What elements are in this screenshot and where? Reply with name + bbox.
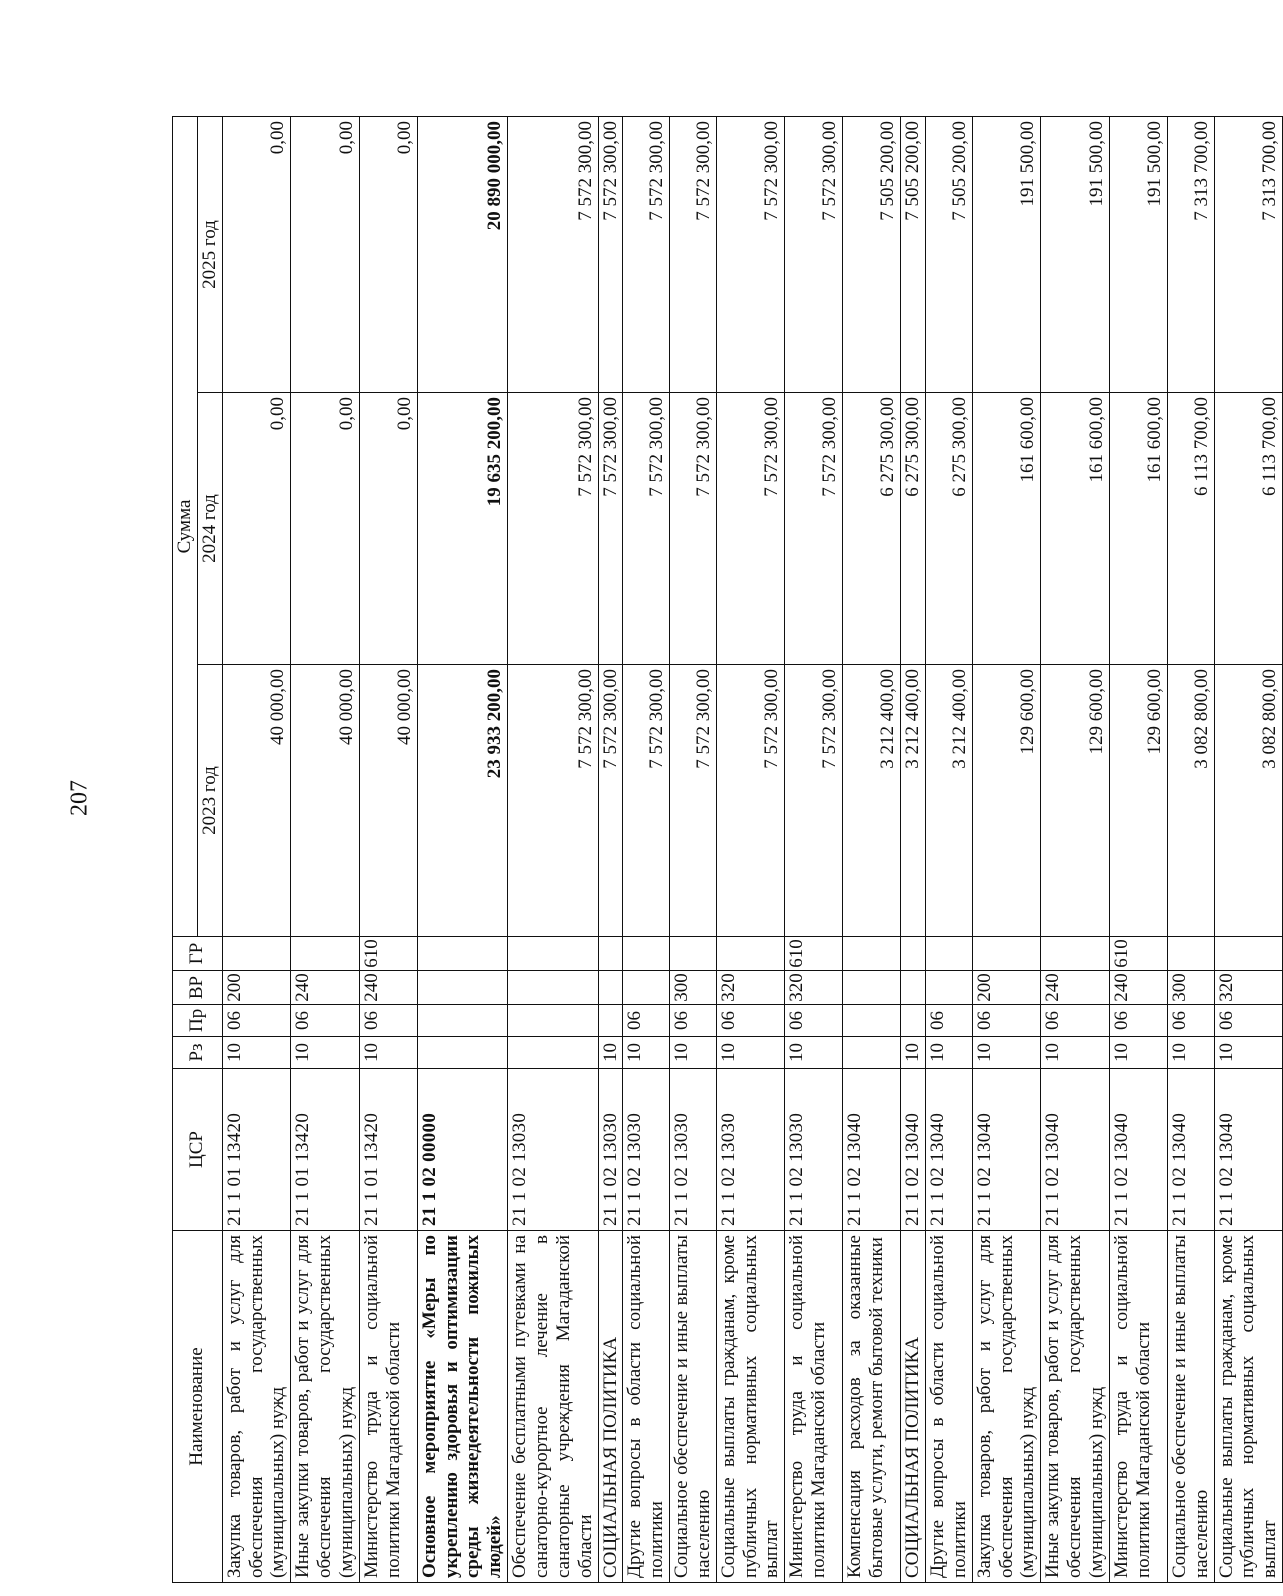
- cell-amount-2023: 7 572 300,00: [623, 665, 670, 937]
- cell-amount-2025: 7 572 300,00: [716, 117, 785, 393]
- cell-gr: [222, 937, 291, 971]
- table-row: [901, 117, 926, 1583]
- header-2025: 2025 год: [197, 117, 222, 393]
- cell-rz: 10: [1167, 1037, 1214, 1069]
- cell-csr: 21 1 02 13040: [1109, 1069, 1167, 1231]
- cell-gr: [716, 937, 785, 971]
- cell-csr: 21 1 02 00000: [417, 1069, 507, 1231]
- cell-name: Министерство труда и социальной политики Магаданской области: [785, 1231, 843, 1583]
- cell-amount-2025: 191 500,00: [972, 117, 1041, 393]
- cell-amount-2025: 7 572 300,00: [785, 117, 843, 393]
- cell-amount-2024: 0,00: [222, 393, 291, 665]
- table-row: [1167, 117, 1214, 1583]
- cell-gr: [1167, 937, 1214, 971]
- cell-amount-2025: 7 313 700,00: [1167, 117, 1214, 393]
- budget-table: [172, 116, 1283, 1583]
- cell-csr: 21 1 02 13030: [623, 1069, 670, 1231]
- table-row: [670, 117, 717, 1583]
- table-row: [785, 117, 843, 1583]
- cell-amount-2025: 0,00: [359, 117, 417, 393]
- cell-amount-2023: 7 572 300,00: [670, 665, 717, 937]
- cell-amount-2024: 7 572 300,00: [785, 393, 843, 665]
- cell-amount-2023: 3 212 400,00: [843, 665, 901, 937]
- cell-amount-2025: 191 500,00: [1109, 117, 1167, 393]
- cell-rz: 10: [716, 1037, 785, 1069]
- cell-gr: [1041, 937, 1110, 971]
- cell-amount-2024: 161 600,00: [972, 393, 1041, 665]
- header-sum: Сумма: [173, 117, 198, 937]
- cell-rz: 10: [901, 1037, 926, 1069]
- cell-rz: 10: [359, 1037, 417, 1069]
- cell-pr: 06: [623, 1005, 670, 1037]
- cell-amount-2024: 6 275 300,00: [901, 393, 926, 665]
- table-row: [359, 117, 417, 1583]
- cell-vr: [508, 971, 598, 1005]
- cell-vr: [623, 971, 670, 1005]
- cell-pr: 06: [670, 1005, 717, 1037]
- cell-vr: [901, 971, 926, 1005]
- cell-pr: 06: [785, 1005, 843, 1037]
- cell-rz: 10: [972, 1037, 1041, 1069]
- cell-amount-2023: 7 572 300,00: [508, 665, 598, 937]
- cell-name: СОЦИАЛЬНАЯ ПОЛИТИКА: [598, 1231, 623, 1583]
- cell-amount-2023: 3 212 400,00: [926, 665, 973, 937]
- table-row: [926, 117, 973, 1583]
- cell-pr: 06: [291, 1005, 360, 1037]
- cell-gr: [623, 937, 670, 971]
- cell-pr: 06: [1167, 1005, 1214, 1037]
- header-csr: ЦСР: [173, 1069, 223, 1231]
- cell-pr: 06: [716, 1005, 785, 1037]
- cell-vr: 240: [359, 971, 417, 1005]
- cell-name: Иные закупки товаров, работ и услуг для обеспечения государственных (муниципальных) нужд: [1041, 1231, 1110, 1583]
- cell-amount-2024: 161 600,00: [1109, 393, 1167, 665]
- cell-pr: 06: [926, 1005, 973, 1037]
- cell-name: Министерство труда и социальной политики Магаданской области: [1109, 1231, 1167, 1583]
- cell-name: Обеспечение бесплатными путевками на санаторно-курортное лечение в санаторные учреждения Магаданской области: [508, 1231, 598, 1583]
- cell-amount-2023: 129 600,00: [972, 665, 1041, 937]
- cell-amount-2024: 7 572 300,00: [716, 393, 785, 665]
- header-rz: Рз: [173, 1037, 223, 1069]
- cell-gr: [291, 937, 360, 971]
- header-name: Наименование: [173, 1231, 223, 1583]
- cell-amount-2023: 7 572 300,00: [598, 665, 623, 937]
- cell-amount-2025: 0,00: [291, 117, 360, 393]
- cell-amount-2025: 0,00: [222, 117, 291, 393]
- cell-amount-2024: 7 572 300,00: [508, 393, 598, 665]
- cell-gr: [926, 937, 973, 971]
- cell-amount-2024: 6 275 300,00: [926, 393, 973, 665]
- cell-amount-2025: 7 572 300,00: [508, 117, 598, 393]
- cell-csr: 21 1 02 13040: [1041, 1069, 1110, 1231]
- cell-rz: [508, 1037, 598, 1069]
- table-row: [417, 117, 507, 1583]
- cell-rz: 10: [598, 1037, 623, 1069]
- cell-pr: 06: [222, 1005, 291, 1037]
- cell-csr: 21 1 01 13420: [291, 1069, 360, 1231]
- cell-name: Социальное обеспечение и иные выплаты населению: [1167, 1231, 1214, 1583]
- cell-amount-2024: 0,00: [359, 393, 417, 665]
- cell-vr: 320: [785, 971, 843, 1005]
- cell-vr: [417, 971, 507, 1005]
- cell-pr: [598, 1005, 623, 1037]
- cell-gr: [670, 937, 717, 971]
- cell-csr: 21 1 02 13030: [716, 1069, 785, 1231]
- table-body: [222, 117, 1282, 1583]
- cell-rz: [417, 1037, 507, 1069]
- cell-amount-2024: 7 572 300,00: [598, 393, 623, 665]
- header-pr: Пр: [173, 1005, 223, 1037]
- cell-amount-2025: 7 313 700,00: [1214, 117, 1283, 393]
- table-row: [598, 117, 623, 1583]
- cell-gr: [843, 937, 901, 971]
- cell-vr: 300: [1167, 971, 1214, 1005]
- cell-amount-2024: 161 600,00: [1041, 393, 1110, 665]
- cell-csr: 21 1 02 13040: [1167, 1069, 1214, 1231]
- cell-pr: [417, 1005, 507, 1037]
- cell-amount-2024: 7 572 300,00: [670, 393, 717, 665]
- cell-vr: 300: [670, 971, 717, 1005]
- table-row: [843, 117, 901, 1583]
- cell-csr: 21 1 02 13030: [598, 1069, 623, 1231]
- cell-amount-2025: 7 505 200,00: [926, 117, 973, 393]
- table-row: [222, 117, 291, 1583]
- cell-amount-2023: 7 572 300,00: [716, 665, 785, 937]
- cell-pr: 06: [1214, 1005, 1283, 1037]
- cell-name: Другие вопросы в области социальной политики: [926, 1231, 973, 1583]
- cell-rz: 10: [785, 1037, 843, 1069]
- cell-csr: 21 1 02 13040: [901, 1069, 926, 1231]
- cell-pr: 06: [359, 1005, 417, 1037]
- cell-name: СОЦИАЛЬНАЯ ПОЛИТИКА: [901, 1231, 926, 1583]
- cell-vr: [926, 971, 973, 1005]
- cell-gr: [417, 937, 507, 971]
- cell-gr: [972, 937, 1041, 971]
- cell-amount-2025: 7 572 300,00: [598, 117, 623, 393]
- cell-pr: [508, 1005, 598, 1037]
- cell-amount-2025: 20 890 000,00: [417, 117, 507, 393]
- cell-name: Закупка товаров, работ и услуг для обеспечения государственных (муниципальных) нужд: [222, 1231, 291, 1583]
- cell-amount-2023: 40 000,00: [222, 665, 291, 937]
- cell-name: Другие вопросы в области социальной политики: [623, 1231, 670, 1583]
- cell-amount-2025: 7 505 200,00: [843, 117, 901, 393]
- cell-vr: 320: [716, 971, 785, 1005]
- cell-name: Закупка товаров, работ и услуг для обеспечения государственных (муниципальных) нужд: [972, 1231, 1041, 1583]
- cell-vr: [598, 971, 623, 1005]
- cell-name: Компенсация расходов за оказанные бытовые услуги, ремонт бытовой техники: [843, 1231, 901, 1583]
- cell-amount-2024: 19 635 200,00: [417, 393, 507, 665]
- rotated-table-container: [172, 117, 1281, 1583]
- cell-csr: 21 1 02 13040: [926, 1069, 973, 1231]
- cell-gr: [901, 937, 926, 971]
- cell-amount-2023: 23 933 200,00: [417, 665, 507, 937]
- cell-gr: [1214, 937, 1283, 971]
- cell-pr: [843, 1005, 901, 1037]
- cell-amount-2025: 191 500,00: [1041, 117, 1110, 393]
- cell-rz: 10: [1109, 1037, 1167, 1069]
- cell-rz: 10: [670, 1037, 717, 1069]
- cell-name: Основное мероприятие «Меры по укреплению здоровья и оптимизации среды жизнедеятельности пожилых людей»: [417, 1231, 507, 1583]
- cell-name: Социальные выплаты гражданам, кроме публичных нормативных социальных выплат: [1214, 1231, 1283, 1583]
- cell-amount-2023: 129 600,00: [1109, 665, 1167, 937]
- cell-name: Министерство труда и социальной политики Магаданской области: [359, 1231, 417, 1583]
- cell-csr: 21 1 01 13420: [222, 1069, 291, 1231]
- cell-amount-2023: 3 082 800,00: [1214, 665, 1283, 937]
- cell-name: Иные закупки товаров, работ и услуг для обеспечения государственных (муниципальных) нужд: [291, 1231, 360, 1583]
- cell-amount-2023: 3 212 400,00: [901, 665, 926, 937]
- cell-vr: 200: [972, 971, 1041, 1005]
- cell-vr: 240: [1109, 971, 1167, 1005]
- cell-csr: 21 1 01 13420: [359, 1069, 417, 1231]
- cell-amount-2023: 129 600,00: [1041, 665, 1110, 937]
- cell-vr: 240: [291, 971, 360, 1005]
- table-row: [1041, 117, 1110, 1583]
- cell-amount-2023: 40 000,00: [359, 665, 417, 937]
- cell-name: Социальное обеспечение и иные выплаты населению: [670, 1231, 717, 1583]
- cell-amount-2025: 7 505 200,00: [901, 117, 926, 393]
- cell-pr: 06: [972, 1005, 1041, 1037]
- cell-rz: 10: [1041, 1037, 1110, 1069]
- cell-gr: 610: [359, 937, 417, 971]
- table-row: [1109, 117, 1167, 1583]
- cell-rz: 10: [1214, 1037, 1283, 1069]
- cell-amount-2024: 7 572 300,00: [623, 393, 670, 665]
- cell-amount-2024: 6 113 700,00: [1214, 393, 1283, 665]
- cell-csr: 21 1 02 13040: [1214, 1069, 1283, 1231]
- cell-amount-2023: 3 082 800,00: [1167, 665, 1214, 937]
- cell-amount-2023: 7 572 300,00: [785, 665, 843, 937]
- cell-csr: 21 1 02 13030: [670, 1069, 717, 1231]
- cell-csr: 21 1 02 13040: [972, 1069, 1041, 1231]
- header-vr: ВР: [173, 971, 223, 1005]
- cell-csr: 21 1 02 13030: [508, 1069, 598, 1231]
- cell-pr: 06: [1109, 1005, 1167, 1037]
- cell-gr: 610: [785, 937, 843, 971]
- cell-rz: [843, 1037, 901, 1069]
- table-row: [972, 117, 1041, 1583]
- cell-gr: 610: [1109, 937, 1167, 971]
- page-number: 207: [66, 780, 93, 816]
- cell-csr: 21 1 02 13030: [785, 1069, 843, 1231]
- header-2023: 2023 год: [197, 665, 222, 937]
- table-row: [291, 117, 360, 1583]
- cell-amount-2025: 7 572 300,00: [670, 117, 717, 393]
- cell-csr: 21 1 02 13040: [843, 1069, 901, 1231]
- cell-amount-2025: 7 572 300,00: [623, 117, 670, 393]
- cell-amount-2024: 6 113 700,00: [1167, 393, 1214, 665]
- header-2024: 2024 год: [197, 393, 222, 665]
- cell-gr: [598, 937, 623, 971]
- cell-pr: 06: [1041, 1005, 1110, 1037]
- cell-amount-2023: 40 000,00: [291, 665, 360, 937]
- cell-rz: 10: [291, 1037, 360, 1069]
- cell-vr: [843, 971, 901, 1005]
- table-row: [716, 117, 785, 1583]
- cell-vr: 320: [1214, 971, 1283, 1005]
- cell-rz: 10: [623, 1037, 670, 1069]
- cell-amount-2024: 0,00: [291, 393, 360, 665]
- cell-gr: [508, 937, 598, 971]
- header-gr: ГР: [173, 937, 223, 971]
- cell-rz: 10: [222, 1037, 291, 1069]
- table-row: [1214, 117, 1283, 1583]
- cell-pr: [901, 1005, 926, 1037]
- cell-name: Социальные выплаты гражданам, кроме публичных нормативных социальных выплат: [716, 1231, 785, 1583]
- cell-vr: 200: [222, 971, 291, 1005]
- cell-amount-2024: 6 275 300,00: [843, 393, 901, 665]
- cell-vr: 240: [1041, 971, 1110, 1005]
- table-row: [508, 117, 598, 1583]
- table-row: [623, 117, 670, 1583]
- cell-rz: 10: [926, 1037, 973, 1069]
